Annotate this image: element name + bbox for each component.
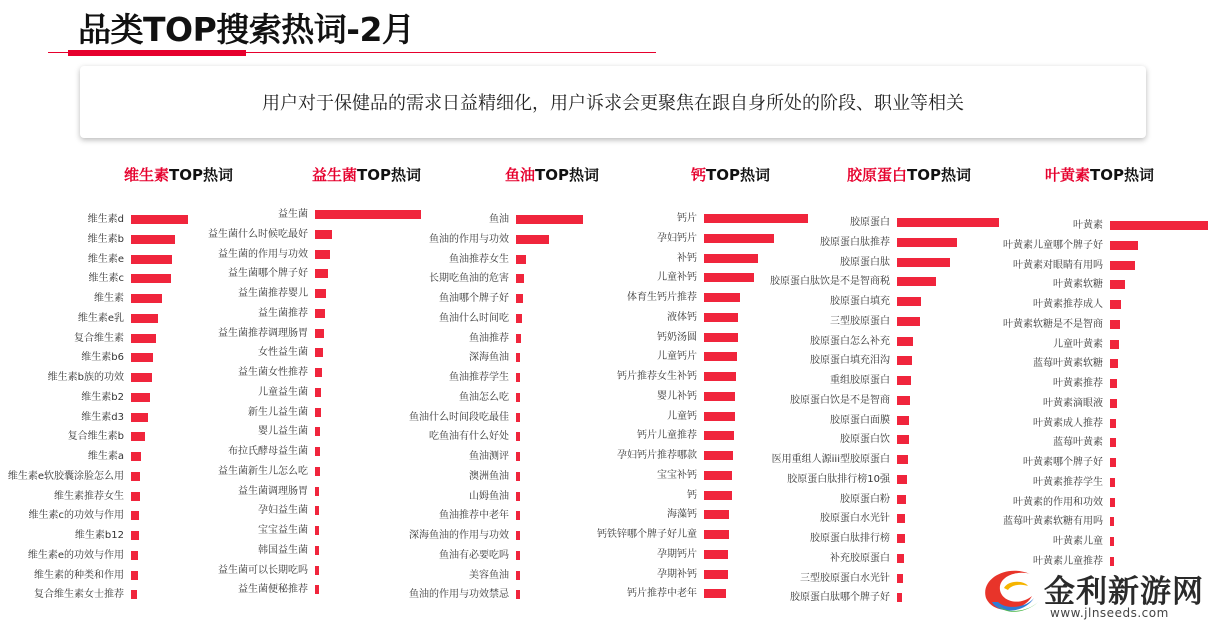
bar-label: 益生菌新生儿怎么吃	[218, 465, 308, 477]
bar	[131, 393, 150, 402]
bar-label: 钙	[687, 489, 697, 501]
chart-title-2	[312, 164, 421, 185]
bar	[897, 514, 905, 523]
bar	[897, 238, 957, 247]
bar	[516, 255, 526, 264]
bar-label: 益生菌推荐婴儿	[238, 288, 308, 299]
watermark-url: www.jlnseeds.com	[1050, 606, 1169, 620]
bar	[516, 571, 520, 580]
bar-label: 胶原蛋白水光针	[820, 513, 890, 525]
bar-label: 海藻钙	[667, 509, 697, 521]
bar	[704, 273, 754, 282]
summary-banner	[80, 66, 1146, 138]
bar	[704, 530, 729, 539]
bar-label: 益生菌女性推荐	[238, 367, 308, 378]
bar-label: 叶黄素软糖	[1053, 279, 1103, 291]
bar	[516, 432, 520, 441]
bar	[131, 492, 140, 501]
bar	[315, 250, 330, 259]
bar	[1110, 498, 1115, 507]
bar-label: 维生素c的功效与作用	[28, 510, 124, 522]
bar-label: 鱼油哪个牌子好	[439, 293, 509, 304]
bar-label: 韩国益生菌	[258, 544, 308, 556]
bar-label: 鱼油有必要吃吗	[439, 549, 509, 561]
bar-label: 儿童补钙	[657, 272, 697, 284]
bar-label: 维生素e的功效与作用	[27, 549, 124, 561]
chart-title-rest: TOP热词	[357, 166, 421, 184]
bar	[315, 388, 321, 397]
bar	[897, 534, 905, 543]
bar-label: 孕妇益生菌	[258, 505, 308, 517]
bar-label: 胶原蛋白肽饮是不是智商税	[770, 276, 890, 288]
bar	[315, 329, 324, 338]
bar-label: 叶黄素推荐成人	[1033, 299, 1103, 310]
bar-label: 叶黄素儿童	[1053, 536, 1103, 547]
bar-label: 叶黄素儿童推荐	[1033, 555, 1103, 567]
bar-label: 胶原蛋白肽	[840, 256, 890, 268]
bar	[897, 317, 920, 326]
bar-label: 孕妇钙片	[657, 232, 697, 244]
bar	[516, 215, 583, 224]
circular-swoosh-logo-icon	[985, 571, 1038, 612]
bar	[516, 393, 520, 402]
bar	[897, 376, 911, 385]
bar-label: 胶原蛋白怎么补充	[810, 335, 890, 347]
bar-label: 孕期钙片	[657, 548, 697, 560]
chart-title-6	[1045, 164, 1154, 185]
bar	[315, 546, 319, 555]
bar	[1110, 399, 1117, 408]
bar-label: 鱼油怎么吃	[459, 391, 509, 403]
bar-label: 儿童钙	[667, 410, 697, 422]
bar	[131, 373, 152, 382]
bar-label: 胶原蛋白肽推荐	[820, 236, 890, 248]
bar	[897, 495, 906, 504]
bar-label: 深海鱼油	[469, 352, 509, 364]
bar-label: 维生素b	[87, 233, 124, 245]
chart-title-rest: TOP热词	[907, 166, 971, 184]
bar	[897, 455, 908, 464]
bar	[704, 392, 735, 401]
bar	[131, 472, 140, 481]
bar-label: 益生菌调理肠胃	[238, 485, 308, 497]
bar	[131, 255, 172, 264]
bar	[897, 337, 913, 346]
bar-label: 维生素b族的功效	[47, 372, 124, 383]
bar	[131, 215, 188, 224]
bar	[704, 550, 728, 559]
bar-label: 叶黄素推荐学生	[1033, 476, 1103, 488]
bar-label: 胶原蛋白肽哪个牌子好	[790, 592, 890, 604]
bar	[704, 293, 740, 302]
bar	[315, 467, 320, 476]
bar	[131, 511, 139, 520]
chart-title-rest: TOP热词	[1090, 166, 1154, 184]
bar	[704, 313, 738, 322]
bar	[131, 294, 162, 303]
bar	[897, 475, 907, 484]
bar	[897, 277, 936, 286]
bar	[131, 452, 141, 461]
bar-label: 维生素e乳	[77, 312, 124, 324]
chart-title-4	[691, 164, 770, 185]
bar	[1110, 261, 1135, 270]
bar-label: 儿童钙片	[657, 351, 697, 363]
bar	[897, 554, 904, 563]
chart-title-highlight: 叶黄素	[1045, 166, 1091, 184]
chart-title-rest: TOP热词	[535, 166, 599, 184]
bar-label: 体育生钙片推荐	[627, 292, 697, 303]
page-title: 品类TOP搜索热词-2月	[78, 10, 415, 49]
bar	[897, 297, 921, 306]
bar	[704, 431, 734, 440]
bar-label: 胶原蛋白填充	[830, 296, 890, 307]
bar	[704, 214, 808, 223]
bar	[897, 435, 909, 444]
bar-label: 复合维生素	[74, 332, 124, 344]
bar	[516, 492, 520, 501]
chart-title-3	[505, 164, 599, 185]
bar-label: 益生菌什么时候吃最好	[208, 228, 308, 240]
bar	[516, 294, 523, 303]
bar-label: 钙片推荐中老年	[627, 588, 697, 600]
bar	[704, 254, 758, 263]
bar	[131, 353, 153, 362]
bar	[704, 333, 738, 342]
bar-label: 胶原蛋白饮	[840, 434, 890, 446]
bar	[1110, 280, 1125, 289]
bar	[516, 373, 520, 382]
bar	[315, 447, 320, 456]
chart-title-5	[847, 164, 971, 185]
bar-label: 钙片推荐女生补钙	[617, 371, 697, 382]
bar-label: 叶黄素的作用和功效	[1013, 496, 1103, 508]
bar	[1110, 221, 1208, 230]
bar	[704, 510, 729, 519]
bar	[1110, 458, 1116, 467]
bar-label: 维生素e软胶囊涂脸怎么用	[7, 470, 124, 482]
bar	[315, 368, 322, 377]
bar-label: 儿童叶黄素	[1053, 338, 1103, 350]
bar	[704, 570, 728, 579]
bar-label: 鱼油测评	[469, 451, 509, 462]
bar	[516, 452, 520, 461]
chart-title-highlight: 鱼油	[505, 166, 536, 184]
bar-label: 鱼油	[489, 214, 509, 225]
bar-label: 胶原蛋白肽排行榜10强	[787, 473, 890, 485]
bar-label: 益生菌推荐调理肠胃	[218, 327, 308, 339]
bar	[704, 234, 774, 243]
bar	[131, 531, 139, 540]
bar	[516, 551, 520, 560]
bar-label: 美容鱼油	[469, 569, 509, 581]
bar	[897, 396, 910, 405]
bar	[315, 230, 332, 239]
bar-label: 叶黄素推荐	[1053, 378, 1103, 389]
bar	[131, 551, 138, 560]
bar	[1110, 478, 1115, 487]
bar-label: 三型胶原蛋白水光针	[800, 572, 890, 584]
bar-label: 维生素d3	[81, 411, 124, 423]
bar-label: 婴儿补钙	[657, 390, 697, 402]
bar-label: 钙片儿童推荐	[637, 430, 697, 442]
bar	[131, 334, 156, 343]
bar-label: 吃鱼油有什么好处	[429, 431, 509, 443]
bar	[516, 274, 524, 283]
bar-label: 补充胶原蛋白	[830, 552, 890, 564]
bar-label: 澳洲鱼油	[469, 470, 509, 482]
bar	[897, 593, 902, 602]
bar	[1110, 379, 1117, 388]
bar-label: 重组胶原蛋白	[830, 375, 890, 386]
bar-label: 医用重组人源iii型胶原蛋白	[771, 454, 890, 465]
bar-label: 益生菌	[278, 209, 308, 220]
bar-label: 长期吃鱼油的危害	[429, 273, 509, 285]
bar	[897, 258, 950, 267]
bar-label: 维生素e	[87, 253, 124, 265]
bar	[1110, 300, 1121, 309]
bar-label: 叶黄素	[1073, 220, 1103, 231]
bar	[516, 413, 520, 422]
bar	[704, 471, 732, 480]
bar-label: 复合维生素女士推荐	[34, 589, 124, 601]
bar-label: 维生素推荐女生	[54, 490, 124, 502]
title-accent-bar	[68, 50, 246, 56]
bar	[131, 432, 145, 441]
bar	[704, 352, 737, 361]
chart-title-highlight: 益生菌	[312, 166, 358, 184]
bar	[131, 571, 138, 580]
bar	[131, 314, 158, 323]
bar	[897, 356, 912, 365]
bar-label: 山姆鱼油	[469, 490, 509, 502]
bar-label: 蓝莓叶黄素软糖	[1033, 358, 1103, 370]
bar-label: 鱼油什么时间段吃最佳	[409, 411, 509, 423]
bar	[516, 235, 549, 244]
bar-label: 叶黄素成人推荐	[1033, 417, 1103, 429]
bar	[704, 412, 735, 421]
bar	[315, 487, 319, 496]
bar-label: 婴儿益生菌	[258, 426, 308, 438]
bar	[516, 353, 520, 362]
bar-label: 叶黄素哪个牌子好	[1023, 457, 1103, 468]
bar	[516, 531, 520, 540]
bar-label: 鱼油的作用与功效	[429, 233, 509, 245]
chart-title-1	[124, 164, 233, 185]
bar	[315, 309, 325, 318]
bar-label: 新生儿益生菌	[248, 406, 308, 418]
bar	[704, 589, 726, 598]
bar-label: 维生素b2	[81, 391, 124, 403]
bar	[897, 218, 999, 227]
bar-label: 儿童益生菌	[258, 386, 308, 398]
bar	[315, 566, 319, 575]
bar-label: 蓝莓叶黄素软糖有用吗	[1003, 516, 1103, 528]
bar-label: 钙奶汤圆	[657, 331, 697, 343]
bar-label: 胶原蛋白填充泪沟	[810, 355, 890, 367]
bar	[1110, 517, 1114, 526]
bar-label: 液体钙	[667, 311, 697, 323]
bar-label: 维生素的种类和作用	[34, 569, 124, 581]
bar-label: 鱼油什么时间吃	[439, 312, 509, 324]
bar-label: 鱼油推荐中老年	[439, 510, 509, 522]
bar-label: 胶原蛋白	[850, 217, 890, 228]
bar	[1110, 241, 1138, 250]
bar	[131, 590, 137, 599]
bar-label: 蓝莓叶黄素	[1053, 437, 1103, 449]
bar-label: 叶黄素滴眼液	[1043, 397, 1103, 409]
bar	[897, 416, 909, 425]
chart-title-rest: TOP热词	[169, 166, 233, 184]
bar	[131, 274, 171, 283]
bar-label: 益生菌可以长期吃吗	[218, 564, 308, 576]
bar	[704, 491, 732, 500]
bar-label: 钙铁锌哪个牌子好儿童	[597, 529, 697, 540]
bar	[1110, 537, 1114, 546]
bar	[516, 472, 520, 481]
bar-label: 深海鱼油的作用与功效	[409, 530, 509, 541]
chart-title-highlight: 维生素	[124, 166, 170, 184]
bar	[516, 314, 522, 323]
watermark-text: 金利新游网	[1044, 574, 1204, 610]
chart-title-rest: TOP热词	[706, 166, 770, 184]
bar	[1110, 359, 1118, 368]
bar-label: 鱼油推荐女生	[449, 253, 509, 265]
bar	[315, 210, 421, 219]
bar-label: 补钙	[677, 252, 697, 264]
bar-label: 孕期补钙	[657, 568, 697, 580]
bar	[1110, 340, 1119, 349]
bar	[131, 413, 148, 422]
bar-label: 维生素c	[88, 273, 124, 285]
bar-label: 益生菌推荐	[258, 307, 308, 319]
bar-label: 维生素d	[87, 214, 124, 225]
bar	[131, 235, 175, 244]
bar-label: 维生素b6	[81, 352, 124, 364]
bar-label: 叶黄素软糖是不是智商	[1003, 318, 1103, 330]
bar	[315, 427, 320, 436]
bar-label: 钙片	[677, 213, 697, 224]
bar-label: 宝宝益生菌	[258, 525, 308, 536]
bar-label: 鱼油推荐学生	[449, 372, 509, 383]
bar	[315, 269, 328, 278]
chart-title-highlight: 钙	[691, 166, 707, 184]
bar-label: 布拉氏酵母益生菌	[228, 446, 308, 457]
bar-label: 鱼油的作用与功效禁忌	[409, 589, 509, 601]
bar	[516, 511, 520, 520]
bar-label: 孕妇钙片推荐哪款	[617, 450, 697, 461]
bar-label: 复合维生素b	[67, 431, 124, 443]
bar-label: 宝宝补钙	[657, 469, 697, 481]
bar-label: 胶原蛋白饮是不是智商	[790, 394, 890, 406]
bar-label: 胶原蛋白粉	[840, 493, 890, 505]
bar	[704, 451, 733, 460]
bar-label: 胶原蛋白肽排行榜	[810, 533, 890, 544]
bar-label: 叶黄素对眼睛有用吗	[1013, 259, 1103, 271]
bar	[1110, 419, 1116, 428]
bar	[516, 334, 521, 343]
bar	[315, 348, 323, 357]
summary-text: 用户对于保健品的需求日益精细化，用户诉求会更聚焦在跟自身所处的阶段、职业等相关	[262, 93, 964, 114]
bar	[704, 372, 736, 381]
bar-label: 益生菌便秘推荐	[238, 584, 308, 596]
bar	[315, 526, 319, 535]
bar-label: 益生菌的作用与功效	[218, 248, 308, 260]
chart-title-highlight: 胶原蛋白	[847, 166, 908, 184]
bar	[897, 574, 903, 583]
bar	[1110, 320, 1120, 329]
bar-label: 胶原蛋白面膜	[830, 414, 890, 426]
bar-label: 维生素	[94, 293, 124, 304]
bar-label: 鱼油推荐	[469, 332, 509, 344]
bar-label: 女性益生菌	[258, 347, 308, 359]
bar	[1110, 438, 1116, 447]
bar	[315, 289, 326, 298]
bar	[315, 408, 321, 417]
bar-label: 维生素a	[87, 451, 124, 462]
bar-label: 益生菌哪个牌子好	[228, 268, 308, 280]
bar-label: 叶黄素儿童哪个牌子好	[1003, 239, 1103, 251]
bar-label: 维生素b12	[74, 530, 124, 541]
bar-label: 三型胶原蛋白	[830, 315, 890, 327]
bar	[315, 585, 319, 594]
bar	[516, 590, 520, 599]
bar	[315, 506, 319, 515]
